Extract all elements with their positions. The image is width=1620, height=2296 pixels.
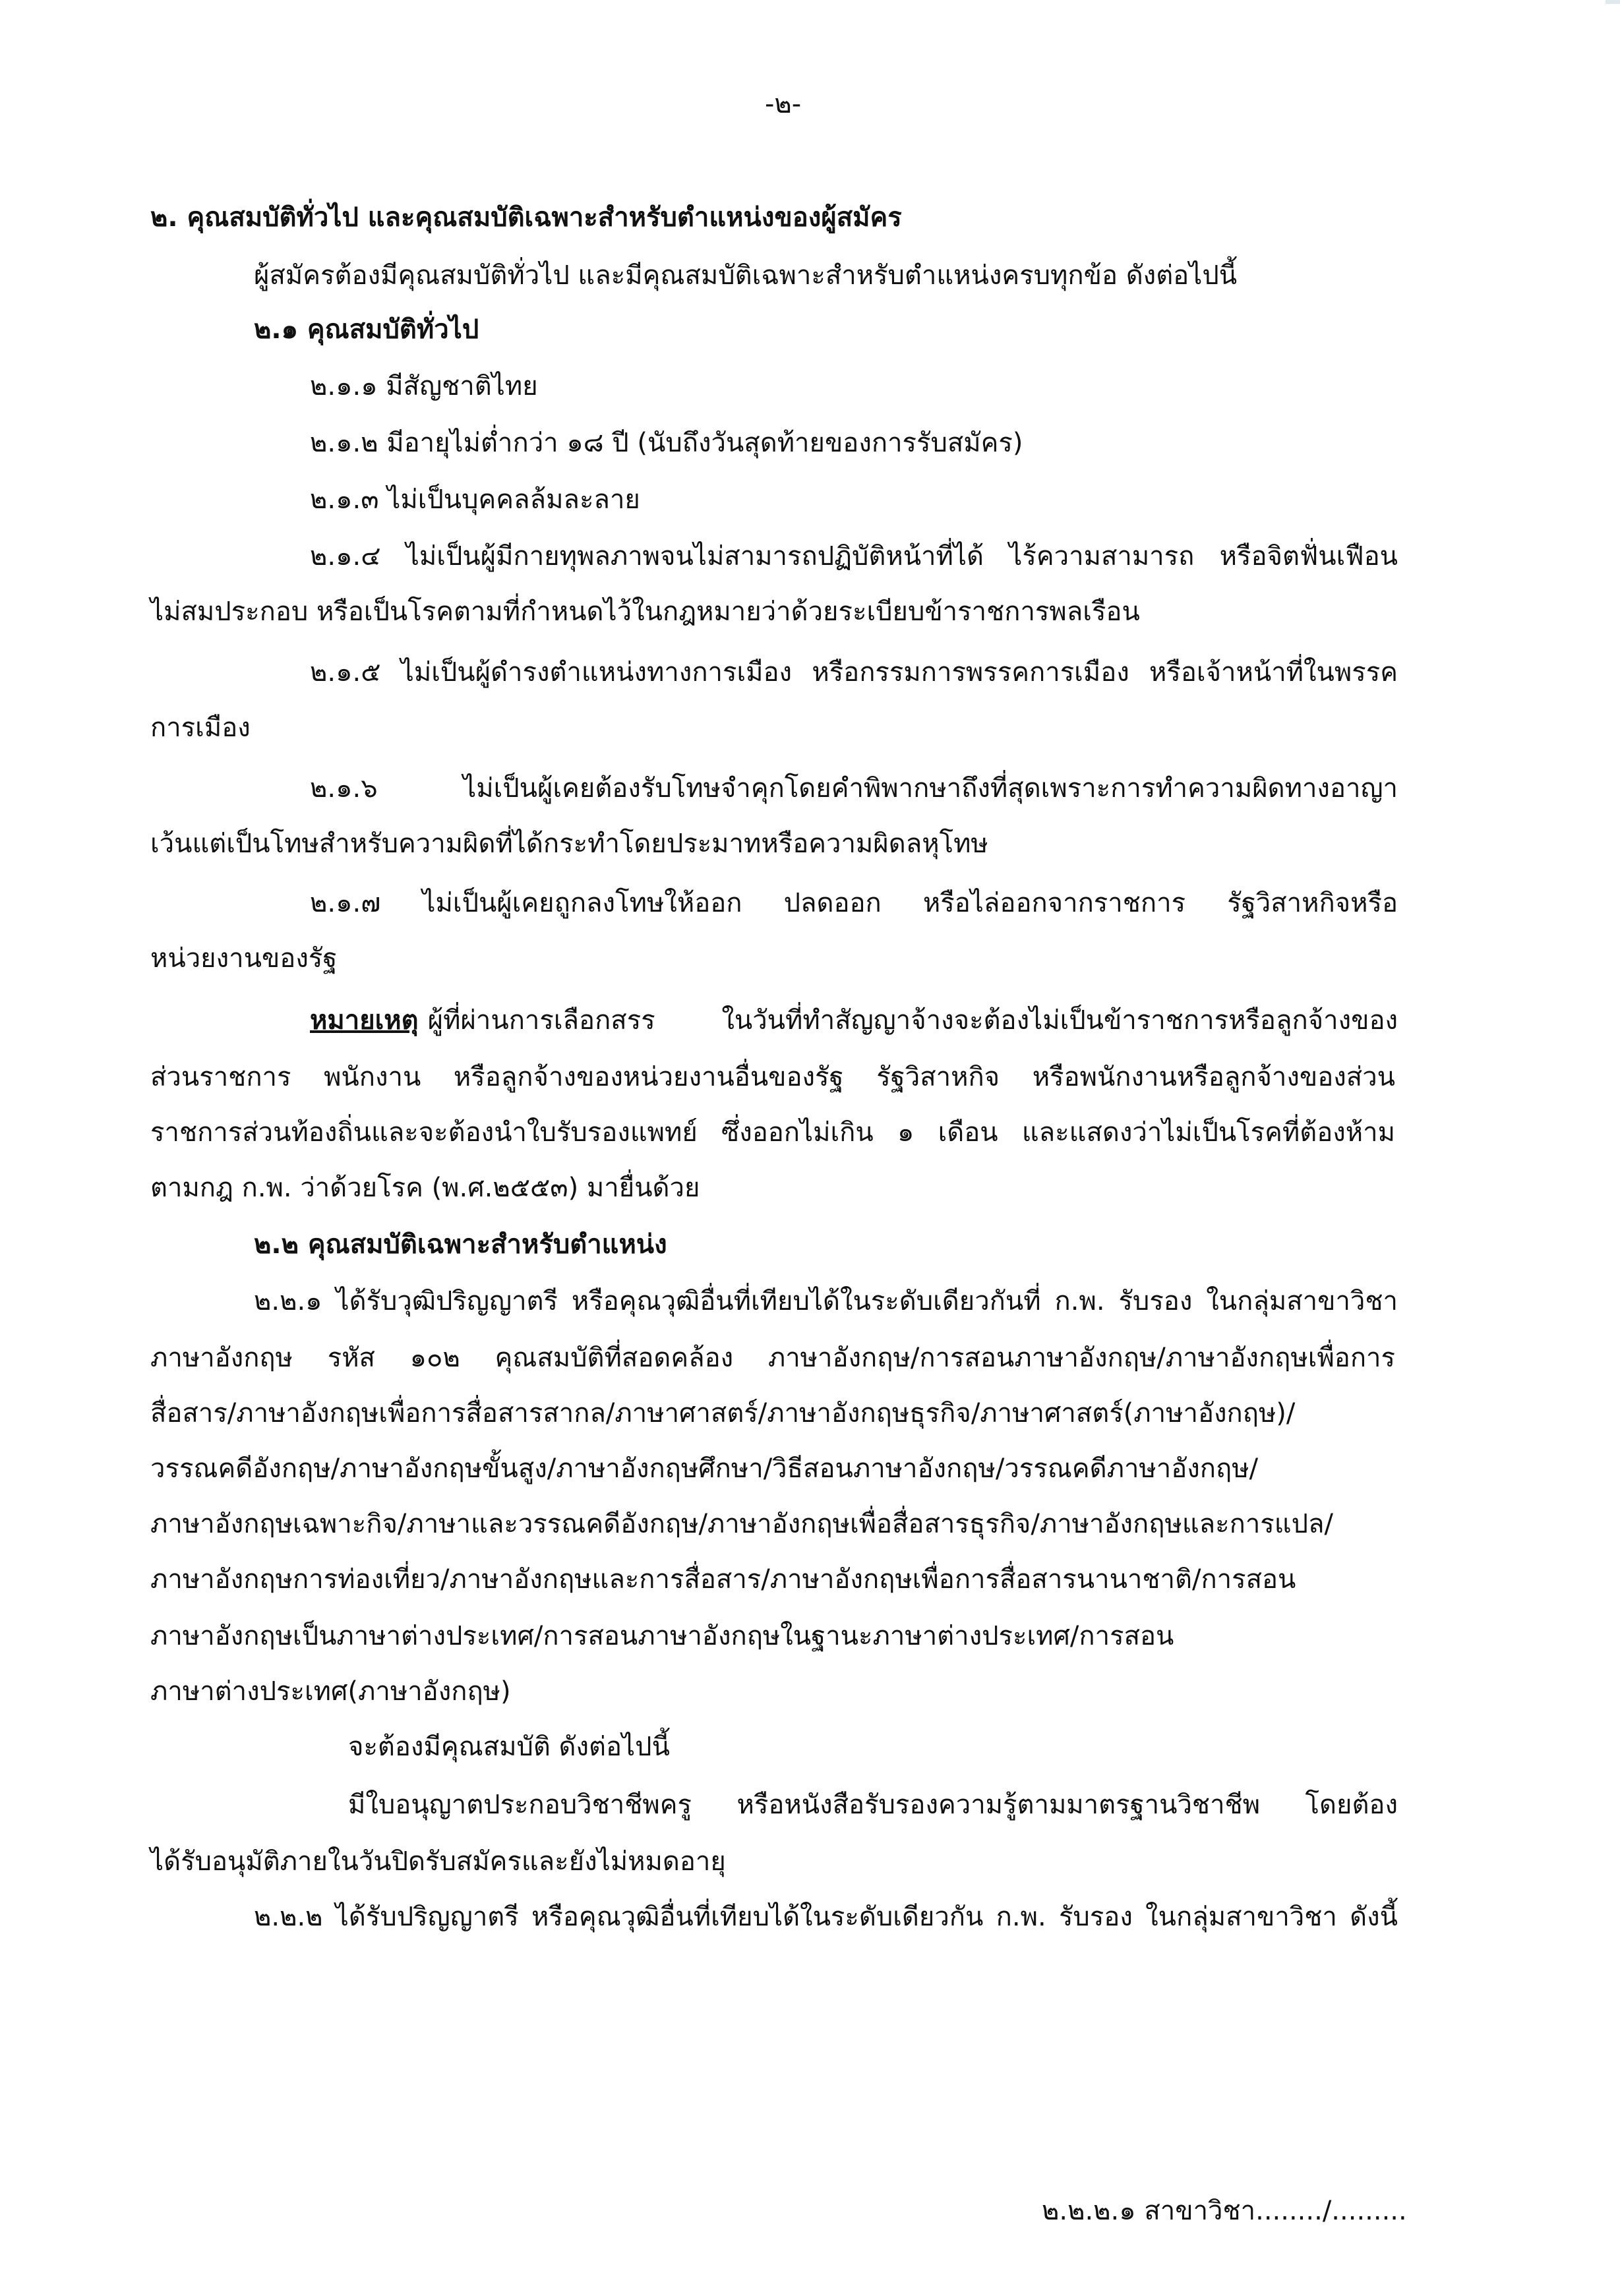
general-item-3: ๒.๑.๓ ไม่เป็นบุคคลล้มละลาย xyxy=(310,485,640,515)
specific-item-1-line1: ๒.๒.๑ ได้รับวุฒิปริญญาตรี หรือคุณวุฒิอื่นที่เทียบได้ในระดับเดียวกันที่ ก.พ. รับรอง ในกลุ่มสาขาวิชา xyxy=(254,1286,1398,1316)
specific-item-1-line2: ภาษาอังกฤษ รหัส ๑๐๒ คุณสมบัติที่สอดคล้อง ภาษาอังกฤษ/การสอนภาษาอังกฤษ/ภาษาอังกฤษเพื่อการ xyxy=(150,1343,1395,1373)
note-line2: ส่วนราชการ พนักงาน หรือลูกจ้างของหน่วยงานอื่นของรัฐ รัฐวิสาหกิจ หรือพนักงานหรือลูกจ้างของส่วน xyxy=(150,1062,1395,1092)
general-item-4-line2: ไม่สมประกอบ หรือเป็นโรคตามที่กำหนดไว้ในกฎหมายว่าด้วยระเบียบข้าราชการพลเรือน xyxy=(150,597,1140,627)
specific-item-2-line1: ๒.๒.๒ ได้รับปริญญาตรี หรือคุณวุฒิอื่นที่เทียบได้ในระดับเดียวกัน ก.พ. รับรอง ในกลุ่มสาขาวิชา ดังนี้ xyxy=(254,1902,1398,1932)
license-line1: มีใบอนุญาตประกอบวิชาชีพครู หรือหนังสือรับรองความรู้ตามมาตรฐานวิชาชีพ โดยต้อง xyxy=(348,1790,1398,1820)
specific-item-1-line7: ภาษาอังกฤษเป็นภาษาต่างประเทศ/การสอนภาษาอังกฤษในฐานะภาษาต่างประเทศ/การสอน xyxy=(150,1621,1174,1651)
note-line4: ตามกฎ ก.พ. ว่าด้วยโรค (พ.ศ.๒๕๕๓) มายื่นด้วย xyxy=(150,1173,700,1203)
general-item-4-line1: ๒.๑.๔ ไม่เป็นผู้มีกายทุพลภาพจนไม่สามารถปฏิบัติหน้าที่ได้ ไร้ความสามารถ หรือจิตฟั่นเฟือน xyxy=(310,541,1398,572)
specific-qualifications-heading: ๒.๒ คุณสมบัติเฉพาะสำหรับตำแหน่ง xyxy=(254,1229,667,1260)
note-label: หมายเหตุ xyxy=(310,1005,419,1036)
general-item-2: ๒.๑.๒ มีอายุไม่ต่ำกว่า ๑๘ ปี (นับถึงวันสุดท้ายของการรับสมัคร) xyxy=(310,428,1023,458)
continuation-marker: ๒.๒.๒.๑ สาขาวิชา......../......... xyxy=(1042,2196,1407,2226)
note-line1 xyxy=(310,1001,1398,1040)
general-item-6-line2: เว้นแต่เป็นโทษสำหรับความผิดที่ได้กระทำโดยประมาทหรือความผิดลหุโทษ xyxy=(150,829,988,859)
must-have-qualifications: จะต้องมีคุณสมบัติ ดังต่อไปนี้ xyxy=(348,1732,670,1762)
specific-item-1-line8: ภาษาต่างประเทศ(ภาษาอังกฤษ) xyxy=(150,1676,511,1707)
general-item-7-line2: หน่วยงานของรัฐ xyxy=(150,943,338,974)
specific-item-1-line4: วรรณคดีอังกฤษ/ภาษาอังกฤษขั้นสูง/ภาษาอังกฤษศึกษา/วิธีสอนภาษาอังกฤษ/วรรณคดีภาษาอังกฤษ/ xyxy=(150,1454,1259,1484)
general-item-7-line1: ๒.๑.๗ ไม่เป็นผู้เคยถูกลงโทษให้ออก ปลดออก หรือไล่ออกจากราชการ รัฐวิสาหกิจหรือ xyxy=(310,888,1398,918)
general-item-1: ๒.๑.๑ มีสัญชาติไทย xyxy=(310,371,538,401)
specific-item-1-line5: ภาษาอังกฤษเฉพาะกิจ/ภาษาและวรรณคดีอังกฤษ/ภาษาอังกฤษเพื่อสื่อสารธุรกิจ/ภาษาอังกฤษและการแปล/ xyxy=(150,1509,1333,1539)
license-line2: ได้รับอนุมัติภายในวันปิดรับสมัครและยังไม่หมดอายุ xyxy=(150,1846,726,1877)
specific-item-1-line3: สื่อสาร/ภาษาอังกฤษเพื่อการสื่อสารสากล/ภาษาศาสตร์/ภาษาอังกฤษธุรกิจ/ภาษาศาสตร์(ภาษาอังกฤษ)/ xyxy=(150,1398,1296,1428)
general-item-5-line2: การเมือง xyxy=(150,713,251,743)
scan-edge-mark xyxy=(1605,0,1620,4)
note-text-line1: ผู้ที่ผ่านการเลือกสรร ในวันที่ทำสัญญาจ้างจะต้องไม่เป็นข้าราชการหรือลูกจ้างของ xyxy=(427,1005,1398,1036)
general-qualifications-heading: ๒.๑ คุณสมบัติทั่วไป xyxy=(254,314,479,345)
page-number: -๒- xyxy=(765,89,802,119)
specific-item-1-line6: ภาษาอังกฤษการท่องเที่ยว/ภาษาอังกฤษและการสื่อสาร/ภาษาอังกฤษเพื่อการสื่อสารนานาชาติ/การสอน xyxy=(150,1564,1296,1595)
note-line3: ราชการส่วนท้องถิ่นและจะต้องนำใบรับรองแพทย์ ซึ่งออกไม่เกิน ๑ เดือน และแสดงว่าไม่เป็นโรคที่ต้องห้าม xyxy=(150,1117,1395,1148)
general-item-6-line1: ๒.๑.๖ ไม่เป็นผู้เคยต้องรับโทษจำคุกโดยคำพิพากษาถึงที่สุดเพราะการทำความผิดทางอาญา xyxy=(310,773,1398,804)
section-heading: ๒. คุณสมบัติทั่วไป และคุณสมบัติเฉพาะสำหรับตำแหน่งของผู้สมัคร xyxy=(150,202,902,233)
section-intro: ผู้สมัครต้องมีคุณสมบัติทั่วไป และมีคุณสมบัติเฉพาะสำหรับตำแหน่งครบทุกข้อ ดังต่อไปนี้ xyxy=(254,260,1238,291)
general-item-5-line1: ๒.๑.๕ ไม่เป็นผู้ดำรงตำแหน่งทางการเมือง หรือกรรมการพรรคการเมือง หรือเจ้าหน้าที่ในพรรค xyxy=(310,657,1398,688)
